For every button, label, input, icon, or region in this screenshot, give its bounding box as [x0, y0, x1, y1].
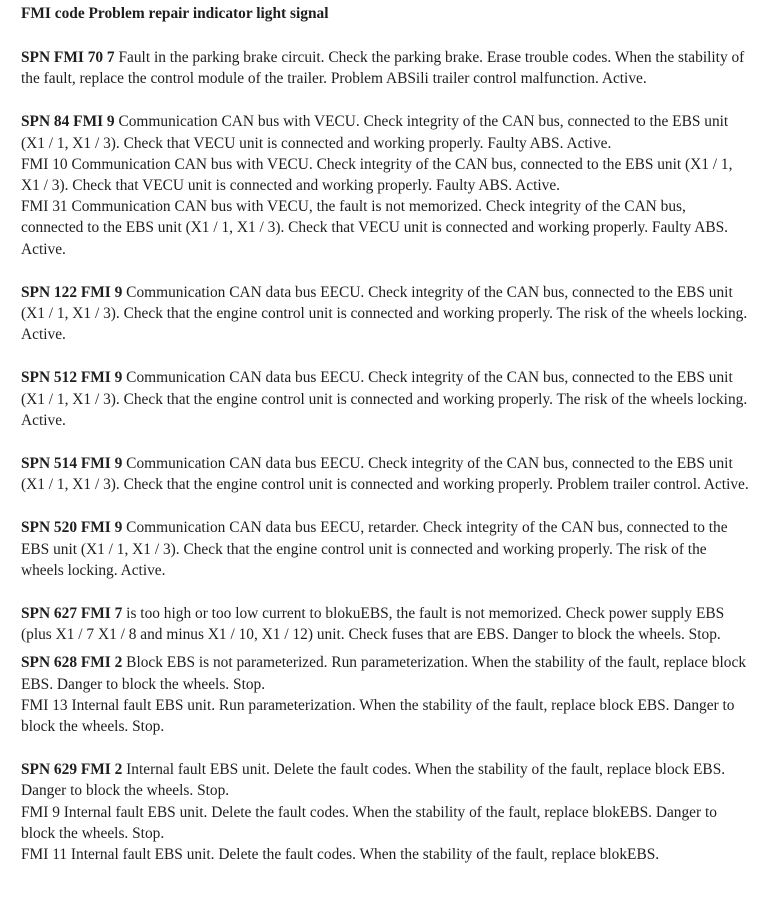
- fault-description: Communication CAN data bus EECU, retarder. Check integrity of the CAN bus, connected to the EBS unit (X1 / 1, X1 / 3). Check that the engine control unit is connected and working properly. The risk of the wheels locking. Active.: [21, 519, 728, 579]
- fault-code: SPN FMI 70 7: [21, 49, 115, 66]
- fault-code: SPN 84 FMI 9: [21, 113, 115, 131]
- fault-description: is too high or too low current to blokuEBS, the fault is not memorized. Check power supply EBS (plus X1 / 7 X1 / 8 and minus X1 / 10, X1 / 12) unit. Check fuses that are EBS. Danger to block the wheels. Stop.: [21, 605, 725, 644]
- fault-entry: [21, 111, 751, 259]
- fault-paragraph: [21, 282, 751, 346]
- fault-entry: [21, 453, 751, 495]
- fault-description: Communication CAN data bus EECU. Check integrity of the CAN bus, connected to the EBS unit (X1 / 1, X1 / 3). Check that the engine control unit is connected and working properly. The risk of the wheels locking. Active.: [21, 369, 748, 429]
- fault-description: Communication CAN data bus EECU. Check integrity of the CAN bus, connected to the EBS unit (X1 / 1, X1 / 3). Check that the engine control unit is connected and working properly. The risk of the wheels locking. Active.: [21, 283, 748, 344]
- fault-code: SPN 514 FMI 9: [21, 455, 123, 473]
- fault-entry: [21, 603, 751, 645]
- fault-subcode-paragraph: FMI 10 Communication CAN bus with VECU. Check integrity of the CAN bus, connected to the EBS unit (X1 / 1, X1 / 3). Check that VECU unit is connected and working properly. Faulty ABS. Active.: [21, 155, 733, 195]
- fault-entry: [21, 367, 751, 431]
- fault-description: Block EBS is not parameterized. Run parameterization. When the stability of the fault, replace block EBS. Danger to block the wheels. Stop.: [21, 654, 747, 693]
- fault-entry: [21, 652, 751, 737]
- fault-description: Internal fault EBS unit. Delete the fault codes. When the stability of the fault, replace block EBS. Danger to block the wheels. Stop.: [21, 761, 726, 800]
- fault-subcode-paragraph: FMI 9 Internal fault EBS unit. Delete the fault codes. When the stability of the fault, replace blokEBS. Danger to block the wheels. Stop.: [21, 803, 717, 842]
- fault-code: SPN 627 FMI 7: [21, 605, 123, 623]
- fault-paragraph: [21, 453, 751, 495]
- document: [21, 3, 751, 865]
- fault-code: SPN 629 FMI 2: [21, 761, 123, 779]
- fault-subcode-paragraph: FMI 13 Internal fault EBS unit. Run parameterization. When the stability of the fault, replace block EBS. Danger to block the wheels. Stop.: [21, 696, 735, 736]
- fault-description: Fault in the parking brake circuit. Check the parking brake. Erase trouble codes. When the stability of the fault, replace the control module of the trailer. Problem ABSili trailer control malfunction. Active.: [21, 49, 745, 88]
- fault-entry: [21, 759, 751, 865]
- document-heading: FMI code Problem repair indicator light signal: [21, 5, 329, 22]
- fault-paragraph: [21, 759, 751, 801]
- fault-subcode-paragraph: FMI 31 Communication CAN bus with VECU, the fault is not memorized. Check integrity of the CAN bus, connected to the EBS unit (X1 / 1, X1 / 3). Check that VECU unit is connected and working properly. Faulty ABS. Active.: [21, 198, 729, 258]
- fault-entry: [21, 282, 751, 346]
- fault-paragraph: [21, 111, 751, 153]
- fault-code: SPN 512 FMI 9: [21, 369, 123, 387]
- fault-description: Communication CAN bus with VECU. Check integrity of the CAN bus, connected to the EBS unit (X1 / 1, X1 / 3). Check that VECU unit is connected and working properly. Faulty ABS. Active.: [21, 113, 729, 152]
- fault-entry: [21, 47, 751, 89]
- fault-subcode-paragraph: FMI 11 Internal fault EBS unit. Delete the fault codes. When the stability of the fault, replace blokEBS.: [21, 846, 660, 864]
- fault-code: SPN 122 FMI 9: [21, 283, 123, 301]
- fault-code: SPN 628 FMI 2: [21, 654, 123, 672]
- fault-paragraph: [21, 603, 751, 645]
- fault-paragraph: [21, 47, 751, 89]
- fault-code: SPN 520 FMI 9: [21, 519, 123, 537]
- fault-description: Communication CAN data bus EECU. Check integrity of the CAN bus, connected to the EBS unit (X1 / 1, X1 / 3). Check that the engine control unit is connected and working properly. Problem trailer control. Active.: [21, 455, 749, 494]
- fault-entry: [21, 517, 751, 581]
- fault-paragraph: [21, 517, 751, 581]
- fault-paragraph: [21, 367, 751, 431]
- fault-paragraph: [21, 652, 751, 694]
